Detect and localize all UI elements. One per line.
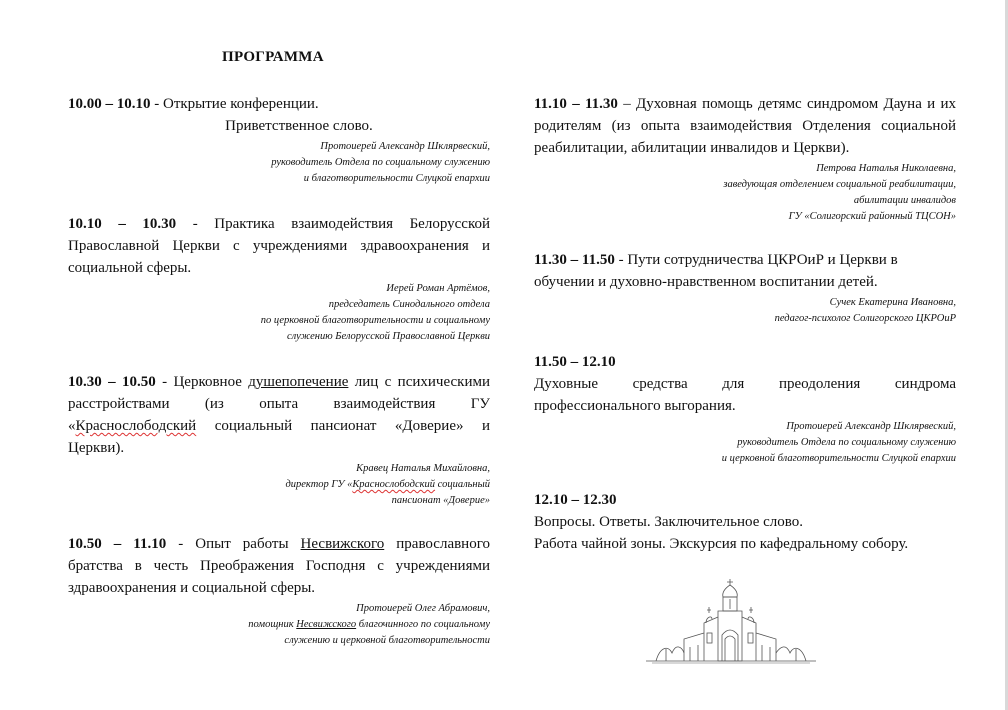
item-text: 10.50 – 11.10 - Опыт работы Несвижского православного братства в честь Преображения Господня с учреждениями здравоохранения и социальной сферы. (68, 536, 490, 596)
program-item (68, 371, 490, 509)
program-item (534, 93, 956, 225)
cathedral-sketch (646, 577, 816, 665)
item-text: 11.30 – 11.50 - Пути сотрудничества ЦКРОиР и Церкви в обучении и духовно-нравственном воспитании детей. (534, 252, 898, 290)
item-time: 11.50 – 12.10 (534, 354, 616, 370)
program-item (68, 213, 490, 345)
right-column (534, 93, 956, 555)
program-item (534, 249, 956, 327)
item-text: 11.10 – 11.30 – Духовная помощь детямс синдромом Дауна и их родителям (из опыта взаимодействия Отделения социальной реабилитации, абилитации инвалидов и Церкви). (534, 96, 956, 156)
item-time: 10.30 – 10.50 (68, 374, 156, 390)
item-text: 11.50 – 12.10 Духовные средства для преодоления синдрома профессионального выгорания. (534, 351, 956, 417)
item-time: 10.50 – 11.10 (68, 536, 167, 552)
left-column (68, 93, 490, 649)
program-item (68, 533, 490, 649)
speaker-info: Кравец Наталья Михайловна, директор ГУ «Краснослободский социальный пансионат «Доверие» (285, 463, 490, 506)
item-time: 12.10 – 12.30 (534, 492, 617, 508)
program-title: ПРОГРАММА (222, 49, 324, 65)
item-time: 11.30 – 11.50 (534, 252, 615, 268)
program-item (534, 489, 956, 555)
speaker-info: Сучек Екатерина Ивановна, педагог-психолог Солигорского ЦКРОиР (774, 297, 956, 324)
item-time: 10.00 – 10.10 (68, 96, 151, 112)
speaker-info: Протоиерей Александр Шклярвеский, руководитель Отдела по социальному служению и благотворительности Слуцкой епархии (271, 141, 490, 184)
item-time: 11.10 – 11.30 (534, 96, 618, 112)
speaker-info: Петрова Наталья Николаевна, заведующая отделением социальной реабилитации, абилитации инвалидов ГУ «Солигорский районный ТЦСОН» (723, 163, 956, 222)
speaker-info: Протоиерей Олег Абрамович, помощник Несвижского благочинного по социальному служению и церковной благотворительности (248, 603, 490, 646)
item-text: 12.10 – 12.30 Вопросы. Ответы. Заключительное слово. Работа чайной зоны. Экскурсия по кафедральному собору. (534, 489, 956, 555)
program-item (534, 351, 956, 467)
speaker-info: Иерей Роман Артёмов, председатель Синодального отдела по церковной благотворительности и социальному служению Белорусской Православной Церкви (260, 283, 490, 342)
item-text: 10.00 – 10.10 - Открытие конференции. Приветственное слово. (68, 96, 373, 134)
item-time: 10.10 – 10.30 (68, 216, 177, 232)
item-text: 10.10 – 10.30 - Практика взаимодействия Белорусской Православной Церкви с учреждениями здравоохранения и социальной сферы. (68, 216, 490, 276)
item-text: 10.30 – 10.50 - Церковное душепопечение лиц с психическими расстройствами (из опыта взаимодействия ГУ «Краснослободский социальный пансионат «Доверие» и Церкви). (68, 374, 490, 456)
speaker-info: Протоиерей Александр Шклярвеский, руководитель Отдела по социальному служению и церковной благотворительности Слуцкой епархии (721, 421, 956, 464)
program-item (68, 93, 490, 187)
